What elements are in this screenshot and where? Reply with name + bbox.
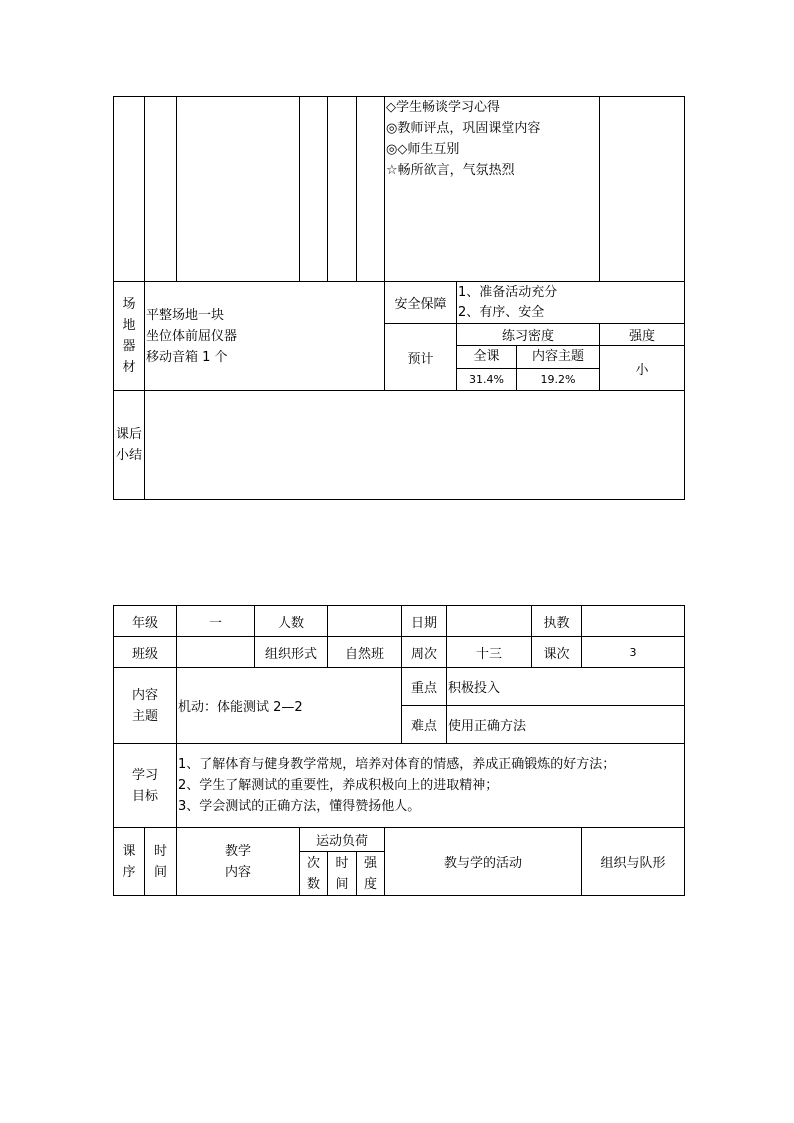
- whole-class-label: 全课: [457, 346, 516, 369]
- activity-line: ◎教师评点，巩固课堂内容: [386, 121, 541, 136]
- lesson-number-value: 3: [582, 637, 685, 668]
- content-topic-label: 内容 主题: [114, 668, 177, 744]
- density-label: 练习密度: [457, 324, 600, 346]
- class-value: [177, 637, 255, 668]
- key-point-label: 重点: [402, 668, 447, 706]
- safety-item: 2、有序、安全: [458, 304, 545, 320]
- teacher-label: 执教: [532, 606, 582, 637]
- lesson-plan-table: [113, 605, 685, 896]
- empty-cell: [357, 97, 385, 282]
- difficulty-label: 难点: [402, 706, 447, 744]
- content-topic-value: 机动：体能测试 2—2: [177, 668, 402, 744]
- student-count-label: 人数: [255, 606, 328, 637]
- main-content-value: 19.2%: [540, 373, 576, 386]
- activity-line: ◇学生畅谈学习心得: [386, 100, 500, 115]
- teaching-content-header: 教学 内容: [177, 828, 300, 896]
- date-value: [447, 606, 532, 637]
- intensity-label: 强度: [600, 324, 685, 346]
- sequence-header: 课 序: [114, 828, 145, 896]
- student-count-value: [328, 606, 402, 637]
- key-point-value: 积极投入: [447, 668, 685, 706]
- summary-content: [145, 391, 685, 500]
- formation-cell: [600, 97, 685, 282]
- activities-header: 教与学的活动: [385, 828, 582, 896]
- venue-equipment-list: [145, 282, 385, 391]
- forecast-label: 预计: [385, 324, 457, 391]
- empty-cell: [145, 97, 177, 282]
- load-intensity-header: 强 度: [357, 852, 385, 896]
- venue-item: 坐位体前屈仪器: [146, 328, 238, 344]
- grade-label: 年级: [114, 606, 177, 637]
- lesson-number-label: 课次: [532, 637, 582, 668]
- goal-item: 1、了解体育与健身教学常规，培养对体育的情感，养成正确锻炼的好方法；: [178, 757, 616, 772]
- organization-value: 自然班: [328, 637, 402, 668]
- venue-label: 场 地 器 材: [114, 282, 145, 391]
- formation-header: 组织与队形: [582, 828, 685, 896]
- organization-label: 组织形式: [255, 637, 328, 668]
- difficulty-value: 使用正确方法: [447, 706, 685, 744]
- empty-cell: [328, 97, 357, 282]
- empty-cell: [300, 97, 328, 282]
- summary-label: 课后 小结: [114, 391, 145, 500]
- learning-goals-label: 学习 目标: [114, 744, 177, 828]
- goal-item: 3、学会测试的正确方法，懂得赞扬他人。: [178, 799, 421, 814]
- week-label: 周次: [402, 637, 447, 668]
- lesson-plan-continuation-table: [113, 96, 685, 500]
- empty-cell: [177, 97, 300, 282]
- venue-item: 平整场地一块: [146, 307, 225, 323]
- whole-class-value: 31.4%: [469, 373, 504, 386]
- grade-value: 一: [177, 606, 255, 637]
- goal-item: 2、学生了解测试的重要性，养成积极向上的进取精神；: [178, 778, 499, 793]
- class-label: 班级: [114, 637, 177, 668]
- venue-item: 移动音箱 1 个: [146, 349, 228, 365]
- safety-item: 1、准备活动充分: [458, 284, 558, 300]
- week-value: 十三: [447, 637, 532, 668]
- empty-cell: [114, 97, 145, 282]
- exercise-load-header: 运动负荷: [300, 828, 385, 852]
- activity-line: ◎◇师生互别: [386, 142, 460, 157]
- time-header: 时 间: [145, 828, 177, 896]
- whole-class-density: [457, 346, 517, 391]
- intensity-value: 小: [600, 346, 685, 391]
- activity-line: ☆畅所欲言，气氛热烈: [386, 163, 515, 178]
- safety-items: [457, 282, 685, 324]
- teacher-value: [582, 606, 685, 637]
- reps-header: 次 数: [300, 852, 328, 896]
- learning-goals-list: [177, 744, 685, 828]
- main-content-density: [517, 346, 600, 391]
- main-content-label: 内容主题: [517, 346, 599, 369]
- date-label: 日期: [402, 606, 447, 637]
- activities-cell: [385, 97, 600, 282]
- duration-header: 时 间: [328, 852, 357, 896]
- safety-label: 安全保障: [385, 282, 457, 324]
